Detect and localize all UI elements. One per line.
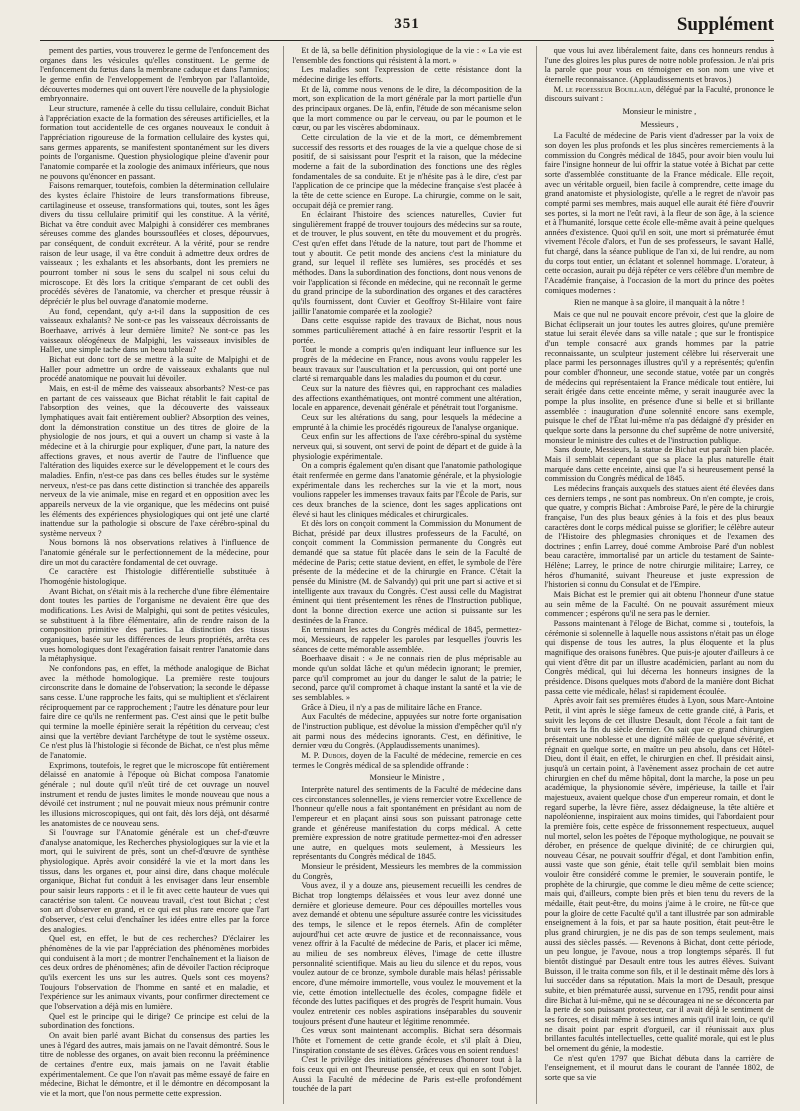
- paragraph: En terminant les actes du Congrès médical de 1845, permettez-moi, Messieurs, de rappeler les paroles par lesquelles j'ouvris les séances de cette mémorable assemblée.: [292, 625, 522, 654]
- paragraph: Ces vœux sont maintenant accomplis. Bichat sera désormais l'hôte et l'ornement de cette grande école, et s'il plaît à Dieu, l'inspiration constante de ses élèves. Grâces vous en soient rendues!: [292, 1026, 522, 1055]
- paragraph: Bichat eut donc tort de se mettre à la suite de Malpighi et de Haller pour admettre un ordre de vaisseaux exhalants que nul procédé anatomique ne pouvait lui dévoiler.: [40, 355, 270, 384]
- paragraph: Et de là, comme nous venons de le dire, la décomposition de la mort, son explication de la mort générale par la mort partielle d'un des principaux organes. De là, enfin, l'étude de son mécanisme selon que la mort commence ou par le cerveau, ou par le poumon et le cœur, ou par les viscères abdominaux.: [292, 84, 522, 133]
- salutation: Monsieur le Ministre ,: [369, 773, 445, 783]
- paragraph: Interprète naturel des sentiments de la Faculté de médecine dans ces circonstances solennelles, je viens remercier votre Excellence de l'honneur qu'elle nous a fait spontanément en présidant au nom de l'empereur et en plaçant ainsi sous son puissant patronage cette grande et généreuse manifestation du corps médical. A cette première expression de notre gratitude permettez-moi d'en adresser une autre, en quelques mots seulement, à Messieurs les représentants du Congrès médical de 1845.: [292, 784, 522, 862]
- paragraph: Tout le monde a compris qu'en indiquant leur influence sur les progrès de la médecine en France, nous avons voulu rappeler les beaux travaux sur l'auscultation et la percussion, qui ont porté une clarté si remarquable dans les maladies du poumon et du cœur.: [292, 345, 522, 384]
- paragraph: La Faculté de médecine de Paris vient d'adresser par la voix de son doyen les plus profonds et les plus sincères remerciements à la commission du Congrès médical de 1845, pour avoir bien voulu lui faire l'insigne honneur de lui offrir la statue votée à Bichat par cette sorte d'assemblée constituante de la France médicale. Elle reçoit, avec un véritable orgueil, bien facile à comprendre, cette image du grand anatomiste et physiologiste, qu'elle a le regret de n'avoir pas compté parmi ses membres, mais auquel elle aurait été fière d'ouvrir ses portes, si la mort ne l'eût ravi, à la fleur de son âge, à la science et à l'humanité, lorsque cette école elle-même avait à peine quelques années d'existence. Quoi qu'il en soit, une mort si prématurée émut vivement l'école d'alors, et l'un de ses professeurs, le savant Hallé, fut chargé, dans la séance publique de l'an xi, de lui rendre, au nom du corps tout entier, un éclatant et solennel hommage. L'orateur, à cette occasion, aurait pu déjà répéter ce vers célèbre d'un membre de l'Académie française, à l'occasion de la mort du prince des poètes comiques modernes :: [544, 131, 774, 295]
- paragraph: Avant Bichat, on s'était mis à la recherche d'une fibre élémentaire dont toutes les parties de l'organisme ne devaient être que des modifications. Les Avisi de Malpighi, qui sont de petites vésicules, se substituent à la fibre élémentaire, afin de rendre raison de la composition primitive des parties. La distinction des tissus organiques, basée sur les différences de leurs propriétés, arrêta ces vues homologiques dont l'exagération faisait rentrer l'anatomie dans la métaphysique.: [40, 586, 270, 664]
- paragraph: Les médecins français auxquels des statues aient été élevées dans ces derniers temps , ne sont pas nombreux. On n'en compte, je crois, que quatre, y compris Bichat : Ambroise Paré, le père de la chirurgie française, l'un des plus beaux génies à la fois et des plus beaux caractères dont le corps médical puisse se glorifier; le célèbre auteur de l'Histoire des phlegmasies chroniques et de l'examen des doctrines ; enfin Larrey, doué comme Ambroise Paré d'un noblest beau caractère, immortalisé par un article du testament de Sainte-Hélène; Larrey, le prince de notre chirurgie militaire; Larrey, ce héros d'humanité, suivant l'heureuse et juste expression de l'historien si connu du Consulat et de l'Empire.: [544, 483, 774, 590]
- page-header: [40, 14, 774, 41]
- text-columns: [40, 46, 774, 1104]
- paragraph: Monsieur le président, Messieurs les membres de la commission du Congrès,: [292, 862, 522, 881]
- column-left: [40, 46, 269, 1104]
- paragraph: Et dès lors on conçoit comment la Commission du Monument de Bichat, présidé par deux illustres professeurs de la Faculté, on conçoit comment la Commission permanente du Congrès eut demandé que sa statue fût placée dans le sein de la Faculté de médecine de Paris; cette statue devient, en effet, le symbole de l'ère présente de la médecine et de la chirurgie en France. C'était la pensée du Ministre (M. de Salvandy) qui prit une part si active et si intelligente aux travaux du Congrès. C'est aussi celle du Magistrat éminent qui tient présentement les rênes de l'Instruction publique, dont la bonne direction exerce une action si puissante sur les destinées de la France.: [292, 519, 522, 625]
- paragraph: Nous bornons là nos observations relatives à l'influence de l'anatomie générale sur le perfectionnement de la médecine, pour dire un mot du caractère fondamental de cet ouvrage.: [40, 538, 270, 567]
- paragraph: Dans cette esquisse rapide des travaux de Bichat, nous nous sommes particulièrement attaché à en faire ressortir l'esprit et la portée.: [292, 316, 522, 345]
- paragraph: Ceux sur les altérations du sang, pour lesquels la médecine a emprunté à la chimie les procédés rigoureux de l'analyse organique.: [292, 412, 522, 432]
- paragraph: Après avoir fait ses premières études à Lyon, sous Marc-Antoine Petit, il vint après le siège fameux de cette grande cité, à Paris, et suivit les leçons de cet illustre Desault, dont l'école a fait tant de bruit vers la fin du siècle dernier. On sait que ce grand chirurgien présentait une noblesse et une dignité mêlée de quelque sévérité, et régnait en quelque sorte, en maître un peu absolu, dans cet Hôtel-Dieu, dont il était, en effet, le chirurgien en chef. Il présidait ainsi, jusqu'à un certain point, à l'avènement assez prochain de cet autre chirurgien en chef du même hôpital, dont la marche, la pose un peu académique, la physionomie sévère, impérieuse, la taille et l'air majestueux, avaient quelque chose d'un empereur romain, et dont le regard superbe, la lèvre fière, assez dédaigneuse, la tête altière et napoléonienne, inspiraient aux moins timides, qui l'abordaient pour la première fois, cette espèce de frissonnement respectueux, auquel nul mortel, selon les poètes de l'époque mythologique, ne pouvait se dérober, en présence de quelque divinité; de ce chirurgien qui, nouveau César, ne pouvait souffrir d'égal, et dont l'ambition enfin, aussi vaste que son génie, était telle qu'il semblait bien moins vouloir être considéré comme le premier, le souverain pontife, le prophète de la chirurgie, que comme le dieu même de cette science; mais qui, d'ailleurs, compte bien près et bien tenu du revers de la médaille, était peut-être, du moins j'aime à le croire, ne fût-ce que pour la gloire de cette Faculté qu'il a tant illustrée par son admirable enseignement à la fois, et par sa haute position, était peut-être le plus grand chirurgien, je ne dis pas de son temps seulement, mais aussi des siècles passés. — Revenons à Bichat, dont cette période, un peu longue, je l'avoue, nous a trop longtemps séparés. Il fut bientôt distingué par Desault entre tous les autres élèves. Suivant Buisson, il le traita comme son fils, et il le destinait même dès lors à lui succéder dans sa réputation. Mais la mort de Desault, presque subite, et bien prématurée aussi, survenue en 1795, rendit pour ainsi dire Bichat à lui-même, qui ne se découragea ni ne se déconcerta par la perte de son puissant protecteur, car il avait déjà le sentiment de ses forces, et disait même à ses intimes amis qu'il irait loin, ce qu'il ne disait point par esprit d'orgueil, car il réunissait aux plus brillantes facultés intellectuelles, cette qualité morale, qui est le plus bel ornement du génie, la modestie.: [544, 696, 774, 1053]
- paragraph: Cette circulation de la vie et de la mort, ce démembrement successif des ressorts et des rouages de la vie a quelque chose de si positif, de si saisissant pour l'esprit et la raison, que la médecine moderne a fait de la subordination des fonctions une des règles fondamentales de sa conduite. Et je n'hésite pas à le dire, c'est par l'application de ce principe que la médecine française s'est placée à la tête de cette science en Europe. La chirurgie, comme on le sait, occupait déjà ce premier rang.: [292, 132, 522, 210]
- page-number: 351: [394, 16, 420, 32]
- paragraph: Mais ce que nul ne pouvait encore prévoir, c'est que la gloire de Bichat éclipserait un jour toutes les autres gloires, qu'une première statue lui serait élevée dans sa ville natale ; que sur le frontispice d'un temple consacré aux grands hommes par la patrie reconnaissante, un sculpteur justement célèbre lui réserverait une place parmi les personnages illustres qu'il y a représentés; qu'enfin pour combler d'honneur, une seconde statue, votée par un congrès de médecins qui représentaient la France médicale tout entière, lui serait érigée dans cette enceinte même, y serait inaugurée avec la pompe la plus insolite, en présence d'une si belle et si brillante assemblée : inauguration d'une solennité encore sans exemple, puisque le chef de l'État lui-même n'a pas dédaigné d'y présider en quelque sorte dans la personne du chef suprême de notre université, monsieur le ministre des cultes et de l'instruction publique.: [544, 310, 774, 445]
- running-title: Supplément: [676, 14, 774, 35]
- paragraph: On avait bien parlé avant Bichat du consensus des parties les unes à l'égard des autres, mais jamais on ne l'avait démontré. Sous le titre de noblesse des organes, on avait bien reconnu la prééminence de certaines d'entre eux, mais jamais on ne l'avait établie expérimentalement. Ce que l'on n'avait pas même essayé de faire en médecine, Bichat le démontre, et il le démontre en décomposant la vie et la mort, que l'on nous permette cette expression.: [40, 1030, 270, 1098]
- column-middle: [283, 46, 521, 1104]
- paragraph: Si l'ouvrage sur l'Anatomie générale est un chef-d'œuvre d'analyse anatomique, les Recherches physiologiques sur la vie et la mort, qui le suivirent de près, sont un chef-d'œuvre de synthèse physiologique. Après avoir considéré la vie et la mort dans les tissus, dans les organes et, pour ainsi dire, dans chaque molécule organique, Bichat fut conduit à les envisager dans leur ensemble pour saisir leurs rapports : et il le fit avec cette hauteur de vues qui caractérise son talent. Ce nouveau travail, c'est tout Bichat ; c'est son art d'observer en grand, et ce qui est plus rare encore que l'art d'observer, c'est celui d'enchaîner les idées entre elles par la force des analogies.: [40, 828, 270, 934]
- speaker-name: M. P. Dubois: [301, 750, 347, 760]
- paragraph: que vous lui avez libéralement faite, dans ces honneurs rendus à l'une des gloires les plus pures de notre noble profession. Je n'ai pris la parole que pour vous en témoigner en son nom une vive et éternelle reconnaissance. (Applaudissements et bravos.): [544, 46, 774, 84]
- salutation: Messieurs ,: [640, 119, 679, 129]
- paragraph: Au fond, cependant, qu'y a-t-il dans la supposition de ces vaisseaux exhalants? Ne sont-ce pas les vaisseaux décroissants de Boerhaave, arrivés à leur dernière limite? Ne sont-ce pas les vaisseaux oléogéneux de Malpighi, les vaisseaux invisibles de Haller, une simple tache dans un beau tableau?: [40, 306, 270, 355]
- paragraph: Faisons remarquer, toutefois, combien la détermination cellulaire des kystes éclaire l'histoire de leurs transformations fibreuse, cartilagineuse et osseuse, transformations qui, toutes, sont les âges divers du tissu cellulaire primitif qui les constitue. A la vérité, Bichat va être conduit avec Malpighi à considérer ces membranes séreuses comme des glandes bourssouflées et closes, dépourvues, par conséquent, de conduit excréteur. A la vérité, pour se rendre raison de leur usage, il va être conduit à admettre deux ordres de vaisseaux ; les exhalants et les absorbants, dont les premiers ne pourront tomber ni sous le sens du scalpel ni sous celui du microscope. Et dès lors la critique s'emparant de cet oubli des procédés sévères de l'anatomie, va chercher et presque réussir à dépréciér le plus bel ouvrage d'anatomie moderne.: [40, 181, 270, 307]
- paragraph: Les maladies sont l'expression de cette résistance dont la médecine dirige les efforts.: [292, 65, 522, 84]
- paragraph: Aux Facultés de médecine, appuyées sur notre forte organisation de l'instruction publique, est dévolue la mission d'empêcher qu'il n'y ait parmi nous des médecins ignorants. C'est, en définitive, le dernier vœu du Congrès. (Applaudissements unanimes).: [292, 712, 522, 751]
- paragraph: Quel est le principe qui le dirige? Ce principe est celui de la subordination des fonctions.: [40, 1011, 270, 1031]
- paragraph: En éclairant l'histoire des sciences naturelles, Cuvier fut singulièrement frappé de trouver toujours des médecins sur sa route, et de trouver, le plus souvent, en tête du mouvement et du progrès. C'est qu'en effet dans l'étude de la nature, tout part de l'homme et tout y aboutit. Ce petit monde des anciens c'est la miniature du grand, sur lequel il reflète ses lumières, ses procédés et ses méthodes. Dans la subordination des fonctions, dont nous venons de voir l'application si féconde en médecine, qui ne reconnaît le germe du grand principe de la subordination des organes et des caractères qu'ils fournissent, dont Cuvier et Geoffroy St-Hilaire vont faire jaillir l'anatomie comparée et la zoologie?: [292, 210, 522, 316]
- paragraph: Quel est, en effet, le but de ces recherches? D'éclairer les phénomènes de la vie par l'appréciation des phénomènes morbides qui conduisent à la mort ; de montrer l'enchaînement et la liaison de ces deux ordres de phénomènes; afin de dévoiler l'action réciproque qu'ils exercent les uns sur les autres. Quels sont ces moyens? Toujours l'observation de l'homme en santé et en maladie, et l'expérience sur les animaux vivants, pour confirmer directement ce que l'observation a déjà mis en lumière.: [40, 934, 270, 1011]
- paragraph: Vous avez, il y a douze ans, pieusement recueilli les cendres de Bichat trop longtemps délaissées et vous leur avez donné une dernière et glorieuse demeure. Pour ces dépouilles mortelles vous avez demandé et obtenu une sépulture assurée contre les vicissitudes des temps, le silence et le repos éternels. Afin de compléter aujourd'hui cet acte œuvre de justice et de reconnaissance, vous venez offrir à la Faculté de médecine de Paris, et placer ici même, au milieu de ses nombreux élèves, l'image de cette illustre personnalité scientifique. Mais au lieu du silence et du repos, vous voulez autour de ce bronze, symbole durable mais hélas! périssable encore, d'une mémoire immortelle, vous voulez le mouvement et la vie, cette émotion intellectuelle des écoles, compagne fidèle et féconde des luttes pacifiques et des progrès de l'esprit humain. Vous voulez entretenir ces nobles aspirations inséparables du souvenir toujours présent d'une hauteur et légitime renommée.: [292, 881, 522, 1026]
- speaker-intro-text: , délégué par la Faculté, prononce le discours suivant :: [544, 84, 774, 104]
- column-right: [536, 46, 774, 1104]
- salutation: Monsieur le ministre ,: [622, 106, 697, 116]
- paragraph: Ce n'est qu'en 1797 que Bichat débuta dans la carrière de l'enseignement, et il mourut dans le courant de l'année 1802, de sorte que sa vie: [544, 1053, 774, 1082]
- paragraph: Grâce à Dieu, il n'y a pas de militaire lâche en France.: [301, 702, 482, 712]
- paragraph: Sans doute, Messieurs, la statue de Bichat eut paraît bien placée. Mais il semblait cependant que sa place la plus naturelle était marquée dans cette enceinte, ainsi que l'a si heureusement pensé la commission du Congrès médical de 1845.: [544, 445, 774, 484]
- paragraph: Et de là, sa belle définition physiologique de la vie : « La vie est l'ensemble des fonctions qui résistent à la mort. »: [292, 46, 522, 65]
- paragraph: Mais, en est-il de même des vaisseaux absorbants? N'est-ce pas en partant de ces vaisseaux que Bichat rétablit le fait capital de l'absorption des veines, que la découverte des vaisseaux lymphatiques avait fait entièrement oublier? Absorption des veines, dont la démonstration constitue un des titres de gloire de la physiologie de nos jours, et qui a ouvert un champ si vaste à la médecine et à la chirurgie pour expliquer, d'une part, la nature des affections graves, et nous avertir de l'autre de l'influence que l'altération des liquides exerce sur le développement et le cours des maladies. Enfin, n'est-ce pas dans ces belles études sur le système nerveux, n'est-ce pas dans cette distinction si tranchée des appareils nerveux de la vie animale, mise en regard et en opposition avec les appareils nerveux de la vie organique, que les médecins ont puisé les éléments des expériences physiologiques qui ont jeté une clarté inattendue sur la pathologie si obscure de l'axe cérébro-spinal du système nerveux ?: [40, 383, 270, 538]
- speaker-intro: [292, 751, 521, 770]
- paragraph: Ne confondons pas, en effet, la méthode analogique de Bichat avec la méthode homologique. La première reste toujours circonscrite dans le domaine de l'observation; la seconde le dépasse sans cesse. L'une rapproche les faits, qui se multiplient et s'éclairent réciproquement par ce rapprochement ; l'autre les dénature pour leur faire dire ce qu'ils ne renferment pas. C'est ainsi que le petit bulbe qui termine la moelle épinière serait la répétition du cerveau; c'est ainsi que la vertèbre deviant l'archétype de tout le système osseux. Ce n'est plus là l'histologie si féconde de Bichat, ce n'est plus même de l'anatomie.: [40, 664, 270, 760]
- paragraph: Boerhaave disait : « Je ne connais rien de plus méprisable au monde qu'un soldat lâche et qu'un médecin ignorant; le premier, parce qu'il compromet au jour du danger le salut de la patrie; le second, parce qu'il compromet à chaque instant la santé et la vie de ses semblables. »: [292, 654, 522, 702]
- paragraph: Ce caractère est l'histologie différentielle substituée à l'homogénie histologique.: [40, 567, 270, 587]
- speaker-name: M. le professeur Bouillaud: [553, 84, 652, 94]
- paragraph: C'est le privilège des initiations généreuses d'honorer tout à la fois ceux qui en ont l'heureuse pensée, et ceux qui en sont l'objet. Aussi la Faculté de médecine de Paris est-elle profondément touchée de la part: [292, 1055, 522, 1094]
- paragraph: Exprimons, toutefois, le regret que le microscope fût entièrement délaissé en anatomie à l'époque où Bichat composa l'anatomie générale ; nul doute qu'il n'eût tiré de cet ouvrage un nouvel instrument et rendu de justes limites le monde nouveau que nous a dévoilé cet instrument ; nul ne pouvait mieux nous prémunir contre les illusions microscopiques, qui ont fait, dès lors déjà, ont désarmé les anatomistes de ce nouveau sens.: [40, 760, 270, 828]
- paragraph: Ceux sur la nature des fièvres qui, en rapprochant ces maladies des affections exanthématiques, ont montré comment une altération, locale en apparence, devenait générale et pénétrait tout l'organisme.: [292, 383, 522, 413]
- verse-quote: Rien ne manque à sa gloire, il manquait à la nôtre !: [574, 298, 745, 308]
- paragraph: Mais Bichat est le premier qui ait obtenu l'honneur d'une statue au sein même de la Faculté. On ne pouvait assurément mieux commencer ; espérons qu'il ne sera pas le dernier.: [544, 590, 774, 619]
- paragraph: Passons maintenant à l'éloge de Bichat, comme si , toutefois, la cérémonie si solennelle à laquelle nous assistons n'était pas un éloge qui dispense de tous les autres, la plus éloquente et la plus magnifique des oraisons funèbres. Que puis-je ajouter d'ailleurs à ce qui vient d'être dit par un illustre académicien, parlant au nom du Congrès médical, qui lui décerna les honneurs insignes de la présidence. Disons quelques mots d'abord de la manière dont Bichat passa cette vie médicale, hélas! si rapidement écoulée.: [544, 619, 774, 696]
- paragraph: pement des parties, vous trouverez le germe de l'enfoncement des organes dans les vésicules qu'elles constituent. Le germe de l'enfoncement du fœtus dans la membrane caduque et dans l'amnios; le germe enfin de l'enveloppement de l'embryon par l'allantoïde, découvertes modernes qui ont ouvert l'ère nouvelle de la physiologie embryonnaire.: [40, 46, 270, 104]
- paragraph: Ceux enfin sur les affections de l'axe cérébro-spinal du système nerveux qui, si souvent, ont servi de point de départ et de guide à la physiologie expérimentale.: [292, 432, 522, 461]
- speaker-intro: [545, 85, 774, 104]
- paragraph: On a compris également qu'en disant que l'anatomie pathologique était renfermée en germe dans l'anatomie générale, et la physiologie expérimentale dans les recherches sur la vie et la mort, nous voulions rappeler les immenses travaux faits par l'École de Paris, sur ces deux branches de la science, dont les sages applications ont élevé si haut les cliniques médicales et chirurgicales.: [292, 461, 522, 519]
- newspaper-page: [40, 14, 774, 1104]
- speaker-intro-text: , doyen de la Faculté de médecine, remercie en ces termes le Congrès médical de sa splendide offrande :: [292, 750, 522, 770]
- paragraph: Leur structure, ramenée à celle du tissu cellulaire, conduit Bichat à l'appréciation exacte de la formation des séreuses artificielles, et la formation tout accidentelle de ces organes nouveaux le conduit à l'appréciation rigoureuse de la formation cellulaire des kystes qui, sans germes apparents, se manifestent spontanément sur les divers points de l'organisme. Question physiologique pleine d'avenir pour l'anatomie comparée et la zoologie des animaux inférieurs, que nous ne pouvons qu'énoncer en passant.: [40, 103, 270, 181]
